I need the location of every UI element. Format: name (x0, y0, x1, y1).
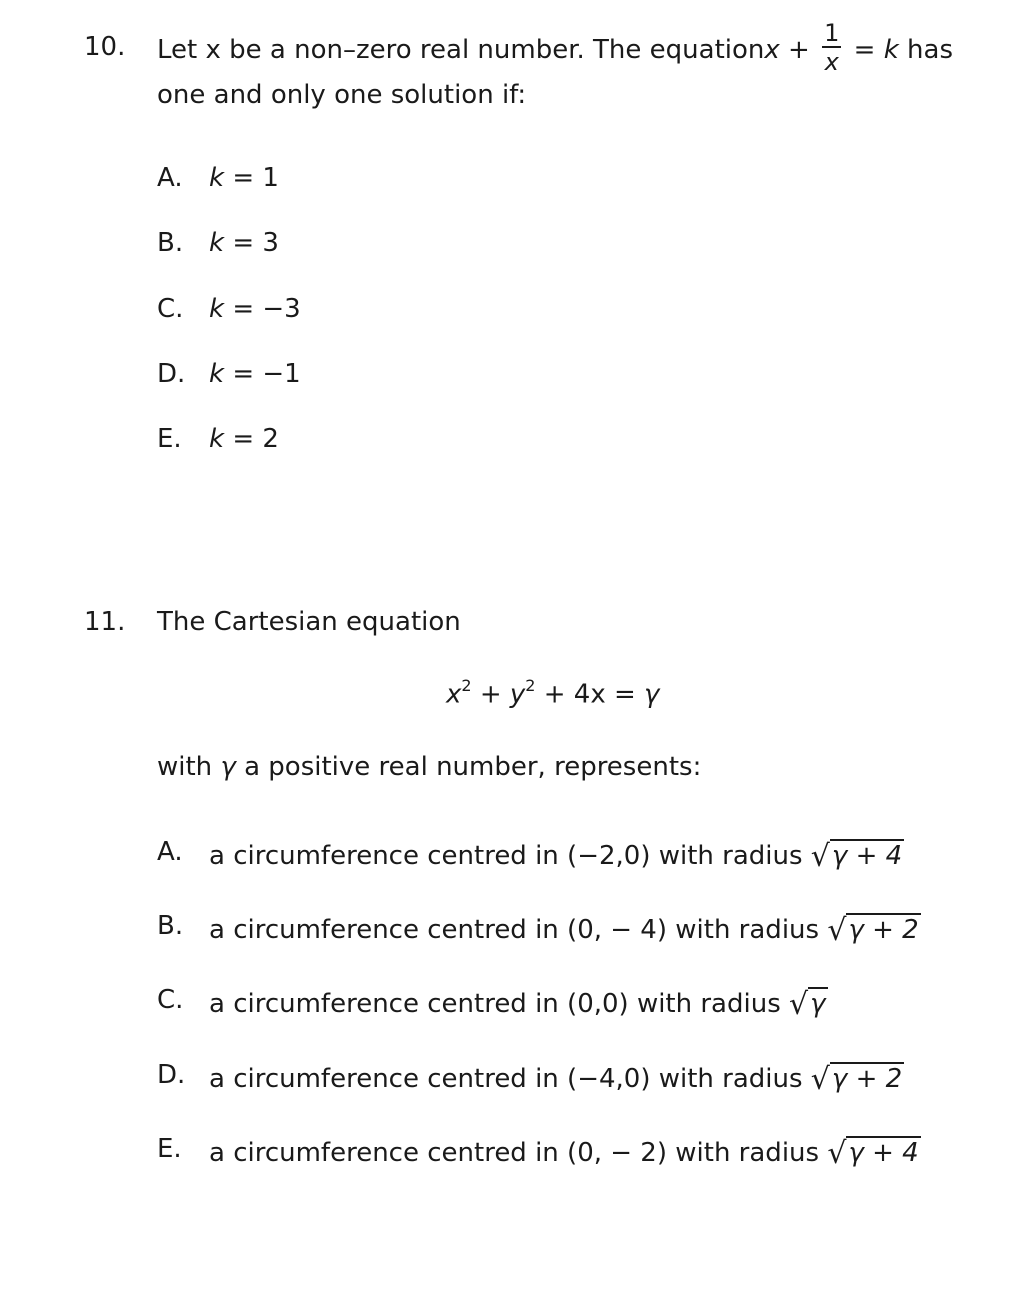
radical-icon: √ (810, 1062, 830, 1097)
sqrt-expression: √γ + 2 (827, 913, 919, 948)
fraction (822, 20, 841, 76)
option-body: a circumference centred in (0, − 4) with radius √γ + 2 (209, 913, 919, 948)
option-body: a circumference centred in (−4,0) with radius √γ + 2 (209, 1062, 903, 1097)
eq-equals: = (845, 35, 884, 65)
question-stem-line1 (157, 10, 953, 90)
option-body: k = 2 (209, 424, 279, 454)
radical-icon: √ (810, 839, 830, 874)
question-number: 10. (84, 32, 126, 62)
stem-text-after: has (898, 35, 954, 65)
option-letter: B. (157, 228, 184, 258)
eq-plus: + (779, 35, 819, 65)
option-body: k = −3 (209, 294, 301, 324)
fraction-numerator: 1 (824, 19, 840, 47)
option-body: k = −1 (209, 359, 301, 389)
display-equation: $x^2 + y^2 + 4x = \gamma$ (446, 676, 660, 710)
question-stem-line1: The Cartesian equation (157, 607, 461, 637)
option-body: k = 1 (209, 163, 279, 193)
option-letter: E. (157, 424, 182, 454)
sqrt-expression: √γ (789, 987, 826, 1022)
fraction-denominator: x (824, 48, 839, 76)
option-body: k = 3 (209, 228, 279, 258)
sqrt-expression: √γ + 2 (810, 1062, 903, 1097)
radical-icon: √ (789, 987, 809, 1022)
question-stem-line2: with γ a positive real number, represents: (157, 752, 702, 782)
eq-var-x: x (764, 35, 780, 65)
option-letter: A. (157, 837, 183, 867)
option-letter: D. (157, 359, 186, 389)
option-letter: A. (157, 163, 183, 193)
sqrt-expression: √γ + 4 (827, 1136, 919, 1171)
radical-icon: √ (827, 1136, 847, 1171)
question-stem-line2: one and only one solution if: (157, 80, 527, 110)
option-body: a circumference centred in (0,0) with radius √γ (209, 987, 826, 1022)
option-letter: E. (157, 1134, 182, 1164)
option-body: a circumference centred in (0, − 2) with radius √γ + 4 (209, 1136, 919, 1171)
sqrt-expression: √γ + 4 (810, 839, 903, 874)
option-letter: B. (157, 911, 184, 941)
option-letter: C. (157, 985, 184, 1015)
stem-text: Let x be a non–zero real number. The equation (157, 35, 765, 65)
question-number: 11. (84, 607, 126, 637)
option-letter: D. (157, 1060, 186, 1090)
eq-var-k: k (883, 35, 899, 65)
option-letter: C. (157, 294, 184, 324)
option-body: a circumference centred in (−2,0) with radius √γ + 4 (209, 839, 903, 874)
radical-icon: √ (827, 913, 847, 948)
